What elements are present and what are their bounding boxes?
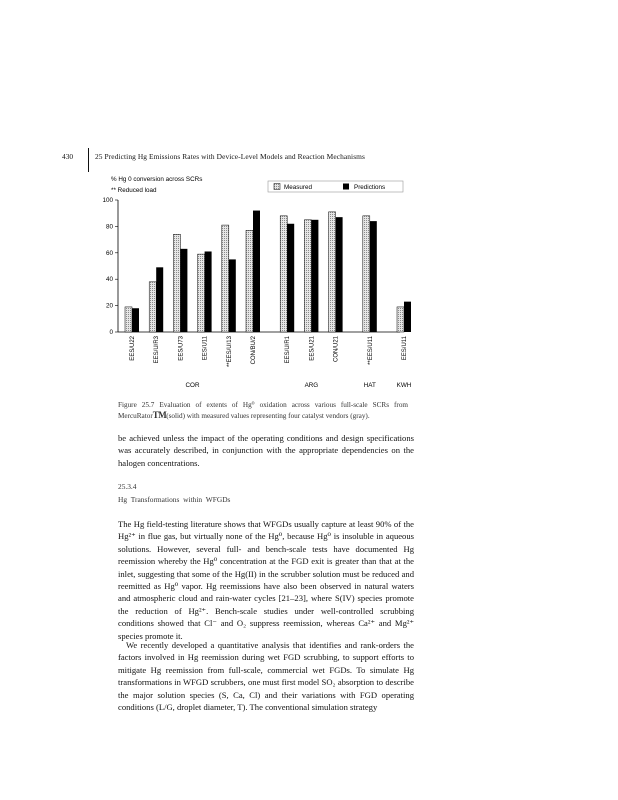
bar-measured: [329, 212, 336, 332]
group-label: ARG: [304, 382, 319, 389]
bar-predictions: [132, 308, 139, 332]
bar-predictions: [205, 251, 212, 332]
legend-swatch-measured: [274, 184, 280, 190]
body-paragraph-1: be achieved unless the impact of the operating conditions and design specifications was accurately described, in conjunction with the appropriate dependencies on the halogen concentrations.: [118, 433, 414, 468]
bar-predictions: [404, 302, 411, 332]
x-tick-label: CON/BU/2: [251, 336, 257, 365]
bar-measured: [222, 225, 229, 332]
legend-swatch-predictions: [343, 184, 349, 190]
bar-predictions: [287, 224, 294, 332]
running-header: [62, 152, 522, 170]
caption-text-end: (solid) with measured values representing four catalyst vendors (gray).: [166, 411, 370, 420]
bar-predictions: [229, 259, 236, 332]
figure-label: Figure 25.7: [118, 401, 155, 409]
page-number: 430: [62, 152, 74, 161]
y-axis-label-line2: ** Reduced load: [111, 187, 157, 194]
y-tick-label: 0: [109, 329, 113, 336]
x-tick-label: CON/U21: [333, 336, 340, 363]
bar-chart: [88, 172, 418, 402]
bar-predictions: [370, 221, 377, 332]
x-tick-label: EES/U21: [309, 336, 316, 361]
bar-predictions: [253, 211, 260, 332]
bar-predictions: [336, 217, 343, 332]
caption-text: Evaluation of extents of Hg⁰ oxidation across various full-scale SCRs from MercuRator: [118, 401, 409, 420]
y-tick-label: 20: [105, 302, 113, 310]
bar-predictions: [311, 220, 318, 332]
y-tick-label: 60: [105, 249, 113, 257]
y-tick-label: 80: [105, 223, 113, 231]
x-tick-label: EES/U/R1: [285, 336, 292, 364]
y-tick-label: 40: [105, 276, 113, 284]
bar-measured: [125, 307, 132, 332]
chart-legend: [268, 181, 403, 192]
body-paragraph-3: We recently developed a quantitative analysis that identifies and rank-orders the factors involved in Hg reemission during wet FGD scrubbing, to support efforts to mitigate Hg reemission from full-scale, commercial wet FGDs. To simulate Hg transformations in WFGD scrubbers, one must first model SO₂ absorption to describe the major solution species (S, Ca, Cl) and their variations with FGD operating conditions (L/G, droplet diameter, T). The conventional simulation strategy: [118, 640, 414, 713]
bar-measured: [246, 230, 253, 332]
y-tick-label: 100: [102, 197, 113, 204]
section-title: Hg Transformations within WFGDs: [118, 495, 231, 504]
section-number: 25.3.4: [118, 482, 137, 491]
bar-predictions: [156, 267, 163, 332]
running-title: 25 Predicting Hg Emissions Rates with Device-Level Models and Reaction Mechanisms: [95, 152, 366, 161]
x-tick-label: **EES/U11: [367, 336, 374, 365]
header-divider: [88, 148, 89, 172]
body-paragraph-2: The Hg field-testing literature shows that WFGDs usually capture at least 90% of the Hg²⁺ in flue gas, but virtually none of the Hg⁰, because Hg⁰ is insoluble in aqueous solutions. However, several full- and bench-scale tests have documented Hg reemission whereby the Hg⁰ concentration at the FGD exit is greater than that at the inlet, suggesting that some of the Hg(II) in the scrubber solution must be reduced and reemitted as Hg⁰ vapor. Hg reemissions have also been observed in natural waters and atmospheric cloud and rain-water cycles [21–23], where S(IV) species promote the reduction of Hg²⁺. Bench-scale studies under well-controlled scrubbing conditions showed that Cl⁻ and O₂ suppress reemission, whereas Ca²⁺ and Mg²⁺ species promote it.: [118, 519, 414, 641]
bar-measured: [198, 254, 205, 332]
x-tick-label: EES/U/R3: [154, 336, 161, 364]
x-tick-label: EES/U11: [402, 336, 408, 361]
figure-chart: [88, 172, 418, 402]
legend-label-predictions: Predictions: [354, 184, 386, 191]
group-label: HAT: [363, 382, 376, 389]
legend-label-measured: Measured: [284, 184, 313, 191]
x-tick-label: **EES/U/13: [226, 336, 233, 368]
bar-measured: [304, 220, 311, 332]
group-label: COR: [185, 382, 200, 389]
bar-measured: [173, 234, 180, 332]
figure-caption: [118, 401, 408, 422]
bar-measured: [280, 216, 287, 332]
y-axis-label-line1: % Hg 0 conversion across SCRs: [111, 176, 203, 183]
bar-measured: [397, 307, 404, 332]
bar-measured: [149, 282, 156, 332]
trademark-symbol: TM: [152, 409, 167, 420]
x-tick-label: EES/U11: [202, 336, 209, 361]
x-tick-label: EES/U22: [130, 336, 136, 361]
bar-measured: [363, 216, 370, 332]
group-label: KWH: [396, 382, 412, 389]
bar-predictions: [180, 249, 187, 332]
x-tick-label: EES/U73: [178, 336, 185, 361]
